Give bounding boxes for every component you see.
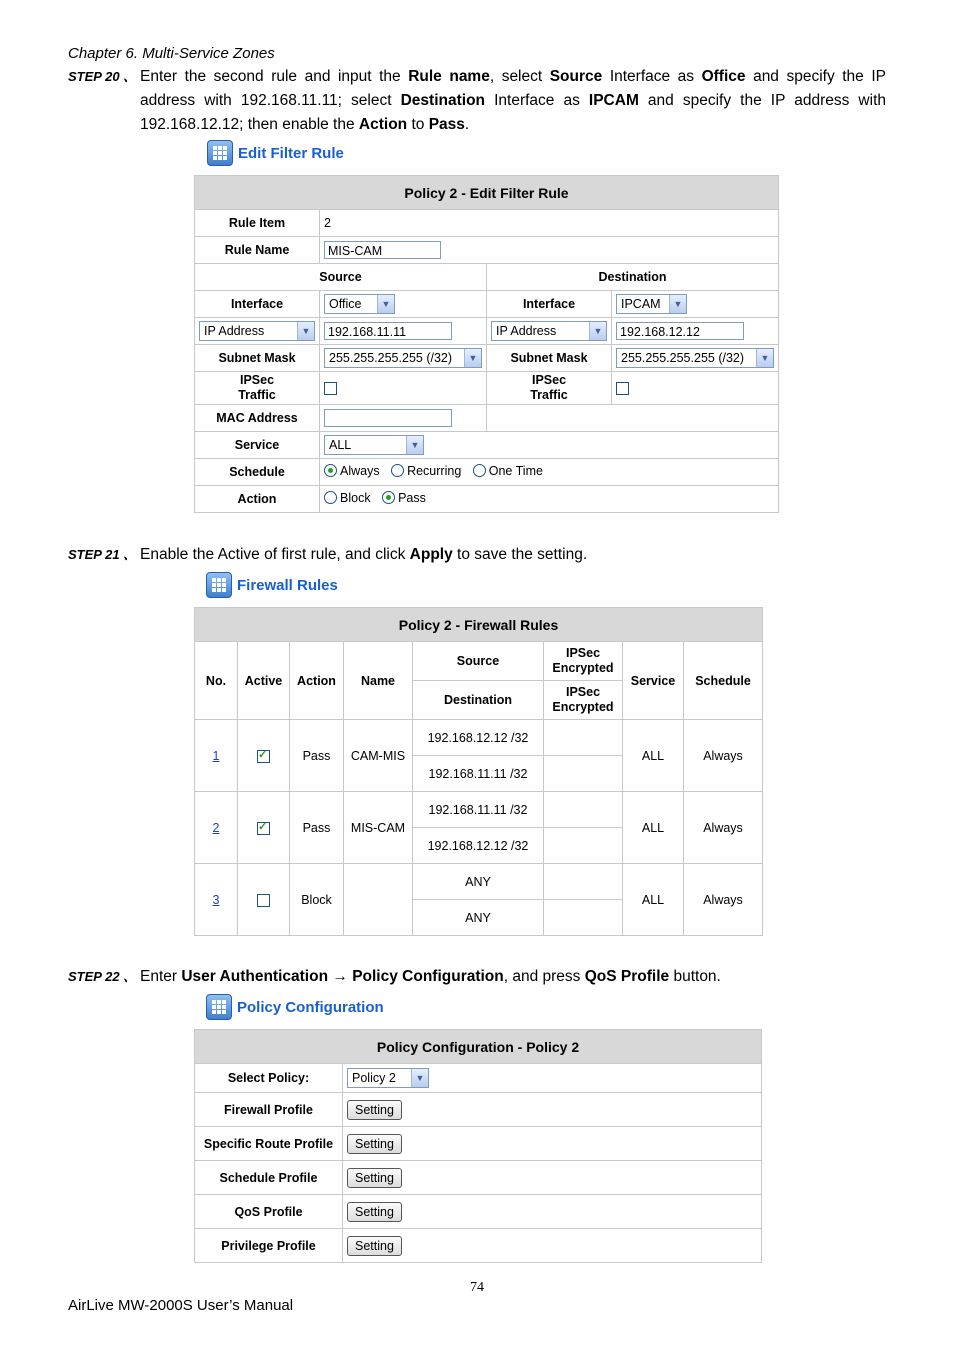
grid-icon — [206, 994, 232, 1020]
rule-name — [344, 864, 413, 936]
rule-item-label: Rule Item — [195, 210, 320, 237]
rule-link[interactable]: 1 — [212, 748, 220, 763]
edit-filter-table — [194, 175, 779, 513]
grid-icon — [206, 572, 232, 598]
destination-ipsec-checkbox[interactable] — [616, 382, 629, 395]
rule-item-value: 2 — [320, 210, 779, 237]
rule-service: ALL — [623, 864, 684, 936]
table-header: Policy 2 - Edit Filter Rule — [195, 176, 779, 210]
table-header: Policy Configuration - Policy 2 — [195, 1030, 762, 1064]
rule-name: MIS-CAM — [344, 792, 413, 864]
qos-profile-setting-button[interactable]: Setting — [347, 1202, 402, 1222]
destination-interface-select[interactable]: IPCAM ▼ — [616, 294, 687, 314]
rule-name-input[interactable]: MIS-CAM — [324, 241, 441, 259]
rule-destination: 192.168.12.12 /32 — [413, 828, 544, 864]
source-ip-input[interactable]: 192.168.11.11 — [324, 322, 452, 340]
source-subnet-select[interactable]: 255.255.255.255 (/32) ▼ — [324, 348, 482, 368]
destination-ip-input[interactable]: 192.168.12.12 — [616, 322, 744, 340]
step-label: STEP 22 、 — [68, 969, 137, 984]
rule-name-label: Rule Name — [195, 237, 320, 264]
source-subnet-label: Subnet Mask — [195, 345, 320, 372]
rule-service: ALL — [623, 720, 684, 792]
edit-filter-rule-title: Edit Filter Rule — [207, 140, 344, 166]
action-block-option[interactable]: Block — [324, 491, 371, 505]
step-text: Enter User Authentication → Policy Configuration, and press QoS Profile button. — [140, 968, 721, 985]
active-checkbox[interactable] — [257, 894, 270, 907]
mac-address-label: MAC Address — [195, 405, 320, 432]
step-label: STEP 20 、 — [68, 69, 137, 84]
active-checkbox[interactable] — [257, 750, 270, 763]
destination-subnet-label: Subnet Mask — [487, 345, 612, 372]
col-active: Active — [238, 642, 290, 720]
source-interface-select[interactable]: Office ▼ — [324, 294, 395, 314]
col-source-ipsec: IPSec Encrypted — [544, 642, 623, 681]
firewall-rules-title: Firewall Rules — [206, 572, 338, 598]
rule-action: Block — [290, 864, 344, 936]
chevron-down-icon: ▼ — [464, 349, 481, 367]
rule-source: 192.168.11.11 /32 — [413, 792, 544, 828]
table-row — [195, 720, 763, 756]
privilege-profile-setting-button[interactable]: Setting — [347, 1236, 402, 1256]
mac-address-input[interactable] — [324, 409, 452, 427]
specific-route-profile-label: Specific Route Profile — [195, 1127, 343, 1161]
firewall-rules-table — [194, 607, 763, 936]
rule-schedule: Always — [684, 864, 763, 936]
chevron-down-icon: ▼ — [297, 322, 314, 340]
rule-destination: 192.168.11.11 /32 — [413, 756, 544, 792]
rule-action: Pass — [290, 720, 344, 792]
chevron-down-icon: ▼ — [406, 436, 423, 454]
destination-heading: Destination — [487, 264, 779, 291]
source-interface-label: Interface — [195, 291, 320, 318]
table-row — [195, 864, 763, 900]
step-21 — [68, 543, 886, 567]
radio-button[interactable] — [324, 491, 337, 504]
source-address-type-select[interactable]: IP Address ▼ — [199, 321, 315, 341]
destination-address-type-select[interactable]: IP Address ▼ — [491, 321, 607, 341]
rule-source: 192.168.12.12 /32 — [413, 720, 544, 756]
rule-source: ANY — [413, 864, 544, 900]
schedule-profile-setting-button[interactable]: Setting — [347, 1168, 402, 1188]
col-name: Name — [344, 642, 413, 720]
col-no: No. — [195, 642, 238, 720]
firewall-profile-label: Firewall Profile — [195, 1093, 343, 1127]
rule-name: CAM-MIS — [344, 720, 413, 792]
service-label: Service — [195, 432, 320, 459]
grid-icon — [207, 140, 233, 166]
qos-profile-label: QoS Profile — [195, 1195, 343, 1229]
source-ipsec-checkbox[interactable] — [324, 382, 337, 395]
policy-configuration-table — [194, 1029, 762, 1263]
step-text: Enter the second rule and input the Rule name, select Source Interface as Office and specify the IP address with 192.168.11.11; select Destination Interface as IPCAM and specify the IP address with 192.168.12.12; then enable the Action to Pass. — [140, 68, 886, 133]
source-ipsec-label: IPSec Traffic — [195, 372, 320, 405]
step-label: STEP 21 、 — [68, 547, 137, 562]
action-pass-option[interactable]: Pass — [382, 491, 426, 505]
rule-action: Pass — [290, 792, 344, 864]
schedule-profile-label: Schedule Profile — [195, 1161, 343, 1195]
schedule-recurring-option[interactable]: Recurring — [391, 464, 461, 478]
rule-schedule: Always — [684, 720, 763, 792]
policy-configuration-title: Policy Configuration — [206, 994, 384, 1020]
chevron-down-icon: ▼ — [589, 322, 606, 340]
radio-button[interactable] — [391, 464, 404, 477]
chevron-down-icon: ▼ — [411, 1069, 428, 1087]
radio-button[interactable] — [324, 464, 337, 477]
service-select[interactable]: ALL ▼ — [324, 435, 424, 455]
rule-link[interactable]: 2 — [212, 820, 220, 835]
rule-destination: ANY — [413, 900, 544, 936]
footer-text: AirLive MW-2000S User’s Manual — [68, 1297, 294, 1314]
table-header: Policy 2 - Firewall Rules — [195, 608, 763, 642]
chevron-down-icon: ▼ — [377, 295, 394, 313]
rule-link[interactable]: 3 — [212, 892, 220, 907]
specific-route-profile-setting-button[interactable]: Setting — [347, 1134, 402, 1154]
active-checkbox[interactable] — [257, 822, 270, 835]
col-service: Service — [623, 642, 684, 720]
privilege-profile-label: Privilege Profile — [195, 1229, 343, 1263]
radio-button[interactable] — [473, 464, 486, 477]
schedule-always-option[interactable]: Always — [324, 464, 380, 478]
step-20 — [68, 65, 886, 137]
destination-ipsec-label: IPSec Traffic — [487, 372, 612, 405]
destination-interface-label: Interface — [487, 291, 612, 318]
chevron-down-icon: ▼ — [669, 295, 686, 313]
rule-schedule: Always — [684, 792, 763, 864]
col-schedule: Schedule — [684, 642, 763, 720]
col-destination-ipsec: IPSec Encrypted — [544, 681, 623, 720]
arrow-right-icon: → — [328, 968, 353, 985]
source-heading: Source — [195, 264, 487, 291]
chapter-heading: Chapter 6. Multi-Service Zones — [68, 45, 275, 62]
page-number: 74 — [470, 1280, 484, 1295]
col-source: Source — [413, 642, 544, 681]
select-policy-label: Select Policy: — [195, 1064, 343, 1093]
rule-service: ALL — [623, 792, 684, 864]
schedule-onetime-option[interactable]: One Time — [473, 464, 543, 478]
policy-select[interactable]: Policy 2 ▼ — [347, 1068, 429, 1088]
firewall-profile-setting-button[interactable]: Setting — [347, 1100, 402, 1120]
col-action: Action — [290, 642, 344, 720]
step-text: Enable the Active of first rule, and click Apply to save the setting. — [140, 546, 588, 563]
chevron-down-icon: ▼ — [756, 349, 773, 367]
destination-subnet-select[interactable]: 255.255.255.255 (/32) ▼ — [616, 348, 774, 368]
radio-button[interactable] — [382, 491, 395, 504]
table-row — [195, 792, 763, 828]
action-label: Action — [195, 486, 320, 513]
col-destination: Destination — [413, 681, 544, 720]
step-22 — [68, 965, 886, 989]
schedule-label: Schedule — [195, 459, 320, 486]
